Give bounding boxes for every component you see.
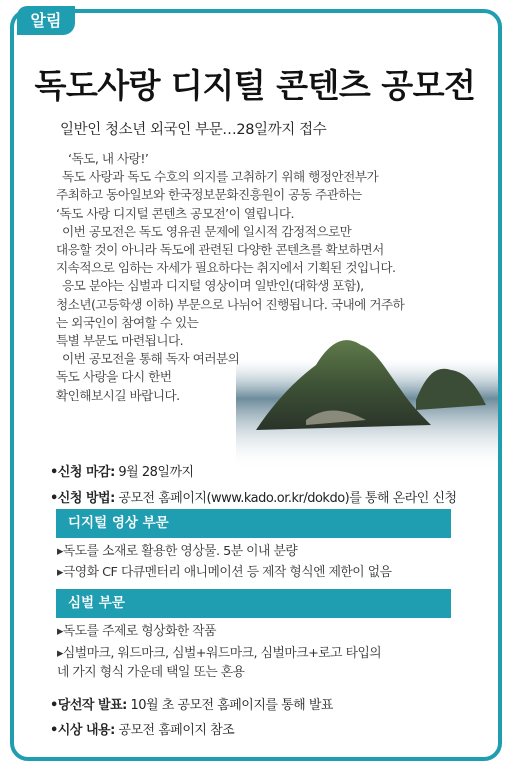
symbol-item: ▸독도를 주제로 형상화한 작품 [57,624,216,639]
announce-label: •당선작 발표: [50,698,127,713]
announce-info [50,694,333,713]
symbol-item: 네 가지 형식 가운데 택일 또는 혼용 [57,665,245,680]
deadline-value: 9월 28일까지 [114,465,194,480]
method-value: 공모전 홈페이지(www.kado.or.kr/dokdo)를 통해 온라인 신청 [114,491,457,506]
prize-value: 공모전 홈페이지 참조 [114,723,235,738]
subtitle: 일반인 청소년 외국인 부문…28일까지 접수 [60,122,327,138]
prize-info [50,719,234,738]
method-info [50,487,457,506]
notice-body [56,150,451,405]
body-line: 독도 사랑과 독도 수호의 의지를 고취하기 위해 행정안전부가 [62,169,379,185]
video-item: ▸극영화 CF 다큐멘터리 애니메이션 등 제작 형식엔 제한이 없음 [57,565,392,580]
symbol-section-header: 심벌 부문 [56,589,451,618]
body-line: 확인해보시길 바랍니다. [56,387,180,403]
body-line: 대응할 것이 아니라 독도에 관련된 다양한 콘텐츠를 확보하면서 [56,242,384,258]
body-line: 특별 부문도 마련됩니다. [56,333,184,349]
body-line: ‘독도 사랑 디지털 콘텐츠 공모전’이 열립니다. [56,205,295,221]
method-label: •신청 방법: [50,491,115,506]
body-line: 청소년(고등학생 이하) 부문으로 나뉘어 진행됩니다. 국내에 거주하 [56,296,405,312]
video-section-header: 디지털 영상 부문 [56,509,451,538]
deadline-label: •신청 마감: [50,465,115,480]
body-line: 이번 공모전은 독도 영유권 문제에 일시적 감정적으로만 [62,223,352,239]
body-line: 지속적으로 임하는 자세가 필요하다는 취지에서 기획된 것입니다. [56,260,396,276]
symbol-item: ▸심벌마크, 워드마크, 심벌+워드마크, 심벌마크+로고 타입의 [57,646,382,661]
video-item: ▸독도를 소재로 활용한 영상물. 5분 이내 분량 [57,544,298,559]
notice-tag: 알림 [17,6,75,35]
body-line: 응모 분야는 심벌과 디지털 영상이며 일반인(대학생 포함), [62,278,364,294]
body-line: 이번 공모전을 통해 독자 여러분의 [62,351,240,367]
body-line: 는 외국인이 참여할 수 있는 [56,314,199,330]
body-line: 주최하고 동아일보와 한국정보문화진흥원이 공동 주관하는 [56,187,362,203]
body-line: 독도 사랑을 다시 한번 [56,369,172,385]
page-title: 독도사랑 디지털 콘텐츠 공모전 [34,66,476,105]
deadline-info [50,461,194,480]
announce-value: 10월 초 공모전 홈페이지를 통해 발표 [126,698,333,713]
body-line: ‘독도, 내 사랑!’ [68,151,149,166]
prize-label: •시상 내용: [50,723,115,738]
